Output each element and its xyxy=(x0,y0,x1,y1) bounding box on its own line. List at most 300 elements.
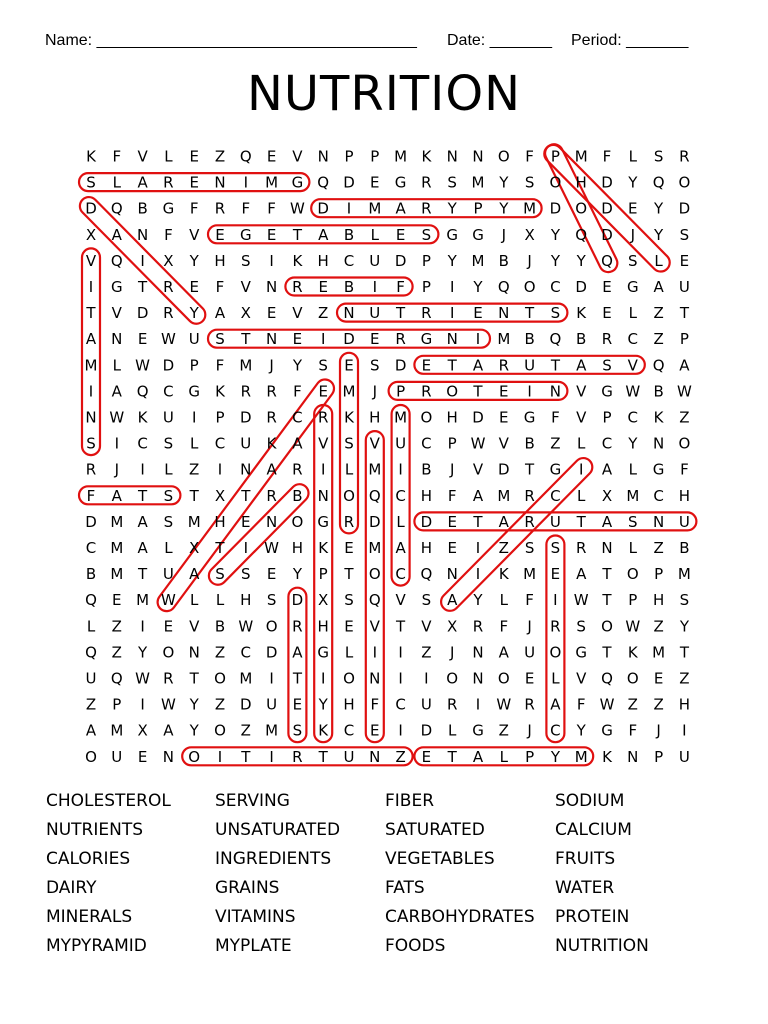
grid-letter[interactable]: M xyxy=(394,147,408,166)
grid-letter[interactable]: S xyxy=(628,512,638,531)
grid-letter[interactable]: M xyxy=(497,330,511,349)
grid-letter[interactable]: U xyxy=(162,408,174,427)
grid-letter[interactable]: H xyxy=(343,695,355,714)
grid-letter[interactable]: E xyxy=(447,539,457,557)
grid-letter[interactable]: Y xyxy=(292,356,302,375)
grid-letter[interactable]: L xyxy=(499,591,508,610)
grid-letter[interactable]: K xyxy=(86,147,96,166)
grid-letter[interactable]: T xyxy=(241,486,251,505)
grid-letter[interactable]: I xyxy=(372,278,378,296)
grid-letter[interactable]: S xyxy=(292,721,303,740)
grid-letter[interactable]: F xyxy=(241,199,251,218)
grid-letter[interactable]: I xyxy=(140,695,145,714)
grid-letter[interactable]: P xyxy=(473,199,483,218)
grid-letter[interactable]: S xyxy=(550,539,561,557)
grid-letter[interactable]: M xyxy=(497,486,511,505)
grid-letter[interactable]: J xyxy=(630,225,636,244)
grid-letter[interactable]: I xyxy=(114,434,120,453)
grid-letter[interactable]: C xyxy=(137,434,148,453)
grid-letter[interactable]: Z xyxy=(421,643,432,662)
grid-letter[interactable]: Y xyxy=(292,565,302,584)
grid-letter[interactable]: R xyxy=(601,330,613,349)
grid-letter[interactable]: K xyxy=(215,382,225,401)
grid-letter[interactable]: J xyxy=(656,721,661,740)
grid-letter[interactable]: Z xyxy=(189,460,200,479)
grid-letter[interactable]: Y xyxy=(576,721,586,740)
grid-letter[interactable]: D xyxy=(601,173,613,192)
grid-letter[interactable]: T xyxy=(473,382,483,401)
grid-letter[interactable]: R xyxy=(446,695,458,714)
grid-letter[interactable]: N xyxy=(472,643,484,662)
grid-letter[interactable]: C xyxy=(550,721,561,740)
grid-letter[interactable]: I xyxy=(140,617,145,636)
grid-letter[interactable]: E xyxy=(473,304,483,323)
grid-letter[interactable]: R xyxy=(214,199,226,218)
grid-letter[interactable]: F xyxy=(551,408,560,427)
grid-letter[interactable]: B xyxy=(343,278,355,296)
grid-letter[interactable]: E xyxy=(241,512,251,531)
grid-letter[interactable]: N xyxy=(214,173,226,192)
grid-letter[interactable]: N xyxy=(85,408,97,427)
grid-letter[interactable]: G xyxy=(394,173,407,192)
grid-letter[interactable]: M xyxy=(574,147,588,166)
grid-letter[interactable]: F xyxy=(293,382,302,401)
grid-letter[interactable]: E xyxy=(137,330,148,349)
grid-letter[interactable]: I xyxy=(398,643,403,662)
grid-letter[interactable]: O xyxy=(343,669,355,688)
grid-letter[interactable]: Z xyxy=(550,434,561,453)
grid-letter[interactable]: H xyxy=(575,173,587,192)
grid-letter[interactable]: N xyxy=(601,539,613,557)
grid-letter[interactable]: M xyxy=(342,382,356,401)
grid-letter[interactable]: F xyxy=(499,617,509,636)
grid-letter[interactable]: G xyxy=(291,173,304,192)
grid-letter[interactable]: R xyxy=(292,460,303,479)
grid-letter[interactable]: V xyxy=(292,304,303,323)
grid-letter[interactable]: A xyxy=(137,539,148,557)
grid-letter[interactable]: H xyxy=(317,251,329,270)
grid-letter[interactable]: N xyxy=(162,747,175,766)
grid-letter[interactable]: W xyxy=(289,199,305,218)
grid-letter[interactable]: M xyxy=(368,539,382,557)
grid-letter[interactable]: K xyxy=(137,408,148,427)
grid-letter[interactable]: M xyxy=(239,669,253,688)
grid-letter[interactable]: O xyxy=(497,669,510,688)
grid-letter[interactable]: D xyxy=(369,512,381,531)
grid-letter[interactable]: Z xyxy=(318,304,329,323)
grid-letter[interactable]: A xyxy=(472,747,484,766)
grid-letter[interactable]: C xyxy=(343,251,355,270)
grid-letter[interactable]: W xyxy=(625,382,641,401)
grid-letter[interactable]: E xyxy=(318,278,328,296)
grid-letter[interactable]: V xyxy=(240,278,251,296)
grid-letter[interactable]: O xyxy=(678,173,691,192)
grid-letter[interactable]: T xyxy=(396,617,406,636)
grid-letter[interactable]: A xyxy=(318,225,329,244)
grid-letter[interactable]: C xyxy=(163,382,174,401)
grid-letter[interactable]: Q xyxy=(136,382,149,401)
grid-letter[interactable]: J xyxy=(269,356,274,375)
grid-letter[interactable]: T xyxy=(138,278,148,296)
grid-letter[interactable]: F xyxy=(525,147,534,166)
grid-letter[interactable]: D xyxy=(549,199,562,218)
grid-letter[interactable]: P xyxy=(525,747,535,766)
grid-letter[interactable]: S xyxy=(550,304,561,323)
grid-letter[interactable]: O xyxy=(291,512,304,531)
grid-letter[interactable]: E xyxy=(344,617,354,636)
grid-letter[interactable]: I xyxy=(682,721,687,740)
grid-letter[interactable]: K xyxy=(576,304,587,323)
grid-letter[interactable]: C xyxy=(601,434,613,453)
grid-letter[interactable]: G xyxy=(601,721,613,740)
grid-letter[interactable]: R xyxy=(163,304,174,323)
grid-letter[interactable]: L xyxy=(215,591,225,610)
grid-letter[interactable]: Q xyxy=(110,669,123,688)
grid-letter[interactable]: R xyxy=(343,512,355,531)
grid-letter[interactable]: W xyxy=(625,617,641,636)
grid-letter[interactable]: B xyxy=(85,565,97,584)
grid-letter[interactable]: V xyxy=(189,617,200,636)
grid-letter[interactable]: E xyxy=(189,173,199,192)
grid-letter[interactable]: Q xyxy=(549,330,562,349)
grid-letter[interactable]: I xyxy=(88,278,94,296)
date-field[interactable]: Date: _______ xyxy=(447,32,552,49)
grid-letter[interactable]: R xyxy=(292,278,303,296)
grid-letter[interactable]: A xyxy=(498,643,509,662)
grid-letter[interactable]: H xyxy=(678,486,691,505)
grid-letter[interactable]: S xyxy=(86,434,96,453)
grid-letter[interactable]: E xyxy=(447,512,457,531)
grid-letter[interactable]: T xyxy=(318,747,328,766)
grid-letter[interactable]: G xyxy=(317,512,330,531)
grid-letter[interactable]: D xyxy=(394,356,407,375)
grid-letter[interactable]: Z xyxy=(214,147,226,166)
grid-letter[interactable]: O xyxy=(626,565,639,584)
grid-letter[interactable]: L xyxy=(628,147,637,166)
grid-letter[interactable]: B xyxy=(679,539,690,557)
grid-letter[interactable]: R xyxy=(292,747,303,766)
grid-letter[interactable]: Q xyxy=(420,565,433,584)
grid-letter[interactable]: R xyxy=(266,382,277,401)
grid-letter[interactable]: R xyxy=(421,199,432,218)
grid-letter[interactable]: Z xyxy=(679,408,690,427)
grid-letter[interactable]: N xyxy=(652,434,665,453)
grid-letter[interactable]: T xyxy=(602,643,612,662)
grid-letter[interactable]: L xyxy=(112,173,121,192)
grid-letter[interactable]: B xyxy=(343,225,355,244)
grid-letter[interactable]: I xyxy=(527,382,532,401)
grid-letter[interactable]: I xyxy=(320,330,326,349)
grid-letter[interactable]: P xyxy=(679,330,689,349)
grid-letter[interactable]: E xyxy=(602,304,612,323)
grid-letter[interactable]: V xyxy=(318,434,329,453)
grid-letter[interactable]: O xyxy=(446,382,459,401)
grid-letter[interactable]: D xyxy=(85,512,97,531)
grid-letter[interactable]: X xyxy=(447,617,458,636)
grid-letter[interactable]: H xyxy=(317,617,329,636)
grid-letter[interactable]: T xyxy=(447,747,457,766)
grid-letter[interactable]: E xyxy=(395,225,406,244)
grid-letter[interactable]: L xyxy=(344,643,354,662)
grid-letter[interactable]: L xyxy=(577,434,586,453)
grid-letter[interactable]: A xyxy=(447,591,458,610)
grid-letter[interactable]: A xyxy=(576,356,587,375)
grid-letter[interactable]: O xyxy=(162,643,175,662)
grid-letter[interactable]: W xyxy=(470,434,486,453)
grid-letter[interactable]: E xyxy=(628,199,638,218)
grid-letter[interactable]: J xyxy=(527,617,532,636)
grid-letter[interactable]: N xyxy=(652,512,665,531)
grid-letter[interactable]: N xyxy=(265,512,278,531)
grid-letter[interactable]: M xyxy=(574,747,588,766)
grid-letter[interactable]: M xyxy=(110,539,124,557)
grid-letter[interactable]: Q xyxy=(601,669,613,688)
grid-letter[interactable]: Y xyxy=(499,199,509,218)
grid-letter[interactable]: Z xyxy=(653,617,664,636)
grid-letter[interactable]: M xyxy=(368,460,382,479)
grid-letter[interactable]: G xyxy=(472,225,484,244)
grid-letter[interactable]: B xyxy=(214,617,226,636)
grid-letter[interactable]: U xyxy=(420,695,432,714)
grid-letter[interactable]: A xyxy=(601,512,613,531)
grid-letter[interactable]: C xyxy=(214,434,226,453)
grid-letter[interactable]: C xyxy=(395,695,406,714)
grid-letter[interactable]: I xyxy=(88,382,94,401)
grid-letter[interactable]: A xyxy=(85,721,97,740)
grid-letter[interactable]: Z xyxy=(395,747,406,766)
grid-letter[interactable]: S xyxy=(215,565,225,584)
grid-letter[interactable]: N xyxy=(188,643,200,662)
grid-letter[interactable]: L xyxy=(654,251,663,270)
grid-letter[interactable]: E xyxy=(421,356,432,375)
grid-letter[interactable]: O xyxy=(343,486,355,505)
grid-letter[interactable]: D xyxy=(85,199,97,218)
grid-letter[interactable]: T xyxy=(525,460,535,479)
grid-letter[interactable]: K xyxy=(266,434,277,453)
grid-letter[interactable]: G xyxy=(575,643,588,662)
grid-letter[interactable]: S xyxy=(215,330,225,349)
grid-letter[interactable]: D xyxy=(162,356,175,375)
grid-letter[interactable]: T xyxy=(138,565,148,584)
grid-letter[interactable]: W xyxy=(238,617,254,636)
grid-letter[interactable]: L xyxy=(628,460,637,479)
grid-letter[interactable]: T xyxy=(292,225,302,244)
grid-letter[interactable]: E xyxy=(318,382,328,401)
grid-letter[interactable]: L xyxy=(164,539,173,557)
grid-letter[interactable]: U xyxy=(111,747,123,766)
grid-letter[interactable]: F xyxy=(112,147,122,166)
grid-letter[interactable]: S xyxy=(163,486,174,505)
grid-letter[interactable]: R xyxy=(266,486,277,505)
grid-letter[interactable]: D xyxy=(575,278,587,296)
grid-letter[interactable]: S xyxy=(163,512,174,531)
grid-letter[interactable]: A xyxy=(292,643,303,662)
grid-letter[interactable]: L xyxy=(370,225,379,244)
grid-letter[interactable]: C xyxy=(395,486,406,505)
grid-letter[interactable]: I xyxy=(475,695,481,714)
grid-letter[interactable]: M xyxy=(265,721,279,740)
grid-letter[interactable]: I xyxy=(140,251,145,270)
grid-letter[interactable]: P xyxy=(628,591,638,610)
grid-letter[interactable]: A xyxy=(472,356,484,375)
grid-letter[interactable]: N xyxy=(369,669,381,688)
grid-letter[interactable]: V xyxy=(421,617,432,636)
grid-letter[interactable]: Z xyxy=(240,721,251,740)
grid-letter[interactable]: M xyxy=(84,356,98,375)
grid-letter[interactable]: G xyxy=(317,643,330,662)
grid-letter[interactable]: A xyxy=(85,330,97,349)
grid-letter[interactable]: B xyxy=(653,382,664,401)
grid-letter[interactable]: U xyxy=(395,434,407,453)
grid-letter[interactable]: C xyxy=(395,565,406,584)
grid-letter[interactable]: E xyxy=(137,747,148,766)
grid-letter[interactable]: F xyxy=(396,278,405,296)
grid-letter[interactable]: F xyxy=(602,147,612,166)
grid-letter[interactable]: W xyxy=(160,591,176,610)
grid-letter[interactable]: I xyxy=(217,747,223,766)
grid-letter[interactable]: U xyxy=(678,747,690,766)
grid-letter[interactable]: H xyxy=(652,591,665,610)
grid-letter[interactable]: K xyxy=(627,643,638,662)
grid-letter[interactable]: V xyxy=(627,356,638,375)
grid-letter[interactable]: A xyxy=(111,486,122,505)
grid-letter[interactable]: B xyxy=(137,199,148,218)
grid-letter[interactable]: O xyxy=(626,669,639,688)
grid-letter[interactable]: X xyxy=(601,486,613,505)
grid-letter[interactable]: U xyxy=(266,695,278,714)
grid-letter[interactable]: O xyxy=(446,669,459,688)
grid-letter[interactable]: V xyxy=(111,304,122,323)
grid-letter[interactable]: J xyxy=(449,643,455,662)
grid-letter[interactable]: P xyxy=(370,147,380,166)
grid-letter[interactable]: E xyxy=(679,251,690,270)
grid-letter[interactable]: E xyxy=(344,356,354,375)
grid-letter[interactable]: L xyxy=(86,617,96,636)
grid-letter[interactable]: A xyxy=(266,460,277,479)
grid-letter[interactable]: V xyxy=(576,408,587,427)
grid-letter[interactable]: Y xyxy=(550,747,560,766)
grid-letter[interactable]: X xyxy=(318,591,329,610)
grid-letter[interactable]: K xyxy=(292,251,303,270)
grid-letter[interactable]: S xyxy=(241,251,251,270)
grid-letter[interactable]: G xyxy=(446,225,459,244)
grid-letter[interactable]: U xyxy=(240,434,252,453)
grid-letter[interactable]: L xyxy=(551,669,560,688)
grid-letter[interactable]: V xyxy=(369,617,380,636)
grid-letter[interactable]: U xyxy=(369,251,381,270)
grid-letter[interactable]: M xyxy=(626,486,640,505)
grid-letter[interactable]: H xyxy=(420,539,433,557)
grid-letter[interactable]: Y xyxy=(473,278,483,296)
grid-letter[interactable]: P xyxy=(447,434,457,453)
grid-letter[interactable]: P xyxy=(654,565,664,584)
grid-letter[interactable]: S xyxy=(679,225,690,244)
grid-letter[interactable]: T xyxy=(189,669,199,688)
grid-letter[interactable]: G xyxy=(110,278,123,296)
grid-letter[interactable]: K xyxy=(421,147,432,166)
grid-letter[interactable]: U xyxy=(343,747,355,766)
grid-letter[interactable]: U xyxy=(524,356,536,375)
grid-letter[interactable]: D xyxy=(240,408,252,427)
grid-letter[interactable]: Y xyxy=(447,199,457,218)
grid-letter[interactable]: W xyxy=(160,695,176,714)
grid-letter[interactable]: D xyxy=(136,304,149,323)
grid-letter[interactable]: S xyxy=(602,356,612,375)
grid-letter[interactable]: P xyxy=(189,356,199,375)
grid-letter[interactable]: C xyxy=(550,278,561,296)
grid-letter[interactable]: Z xyxy=(111,643,122,662)
grid-letter[interactable]: T xyxy=(241,330,251,349)
grid-letter[interactable]: I xyxy=(424,669,429,688)
grid-letter[interactable]: U xyxy=(162,565,174,584)
grid-letter[interactable]: R xyxy=(550,617,561,636)
grid-letter[interactable]: N xyxy=(472,669,484,688)
grid-letter[interactable]: W xyxy=(109,408,125,427)
grid-letter[interactable]: E xyxy=(550,565,561,584)
grid-letter[interactable]: T xyxy=(679,643,689,662)
grid-letter[interactable]: N xyxy=(446,330,458,349)
grid-letter[interactable]: O xyxy=(188,747,201,766)
grid-letter[interactable]: D xyxy=(343,330,355,349)
grid-letter[interactable]: R xyxy=(472,617,484,636)
grid-letter[interactable]: C xyxy=(550,486,561,505)
grid-letter[interactable]: F xyxy=(164,225,173,244)
grid-letter[interactable]: A xyxy=(137,173,148,192)
grid-letter[interactable]: S xyxy=(628,251,638,270)
grid-letter[interactable]: M xyxy=(523,199,537,218)
grid-letter[interactable]: G xyxy=(601,382,613,401)
grid-letter[interactable]: Y xyxy=(447,251,457,270)
grid-letter[interactable]: T xyxy=(86,304,96,323)
grid-letter[interactable]: T xyxy=(215,539,225,557)
grid-letter[interactable]: T xyxy=(396,304,406,323)
grid-letter[interactable]: I xyxy=(449,304,455,323)
grid-letter[interactable]: H xyxy=(446,408,458,427)
grid-letter[interactable]: N xyxy=(240,460,252,479)
grid-letter[interactable]: F xyxy=(628,721,638,740)
grid-letter[interactable]: M xyxy=(471,251,485,270)
grid-letter[interactable]: T xyxy=(241,747,251,766)
grid-letter[interactable]: P xyxy=(654,747,664,766)
name-field[interactable]: Name: ____________________________________ xyxy=(45,32,417,49)
grid-letter[interactable]: R xyxy=(266,408,277,427)
grid-letter[interactable]: I xyxy=(553,591,558,610)
grid-letter[interactable]: I xyxy=(578,460,584,479)
grid-letter[interactable]: W xyxy=(496,695,512,714)
grid-letter[interactable]: P xyxy=(602,408,612,427)
grid-letter[interactable]: X xyxy=(214,486,226,505)
grid-letter[interactable]: O xyxy=(265,617,278,636)
grid-letter[interactable]: O xyxy=(368,565,381,584)
grid-letter[interactable]: W xyxy=(676,382,692,401)
grid-letter[interactable]: E xyxy=(344,539,354,557)
grid-letter[interactable]: B xyxy=(576,330,587,349)
grid-letter[interactable]: M xyxy=(110,565,124,584)
grid-letter[interactable]: D xyxy=(472,408,484,427)
grid-letter[interactable]: U xyxy=(369,304,381,323)
grid-letter[interactable]: T xyxy=(679,304,689,323)
grid-letter[interactable]: T xyxy=(344,565,354,584)
grid-letter[interactable]: A xyxy=(653,278,664,296)
grid-letter[interactable]: F xyxy=(86,486,96,505)
grid-letter[interactable]: Q xyxy=(239,147,252,166)
grid-letter[interactable]: Q xyxy=(110,199,123,218)
grid-letter[interactable]: T xyxy=(576,512,586,531)
grid-letter[interactable]: N xyxy=(343,304,355,323)
grid-letter[interactable]: Q xyxy=(110,251,123,270)
grid-letter[interactable]: Z xyxy=(214,643,226,662)
grid-letter[interactable]: M xyxy=(239,356,253,375)
